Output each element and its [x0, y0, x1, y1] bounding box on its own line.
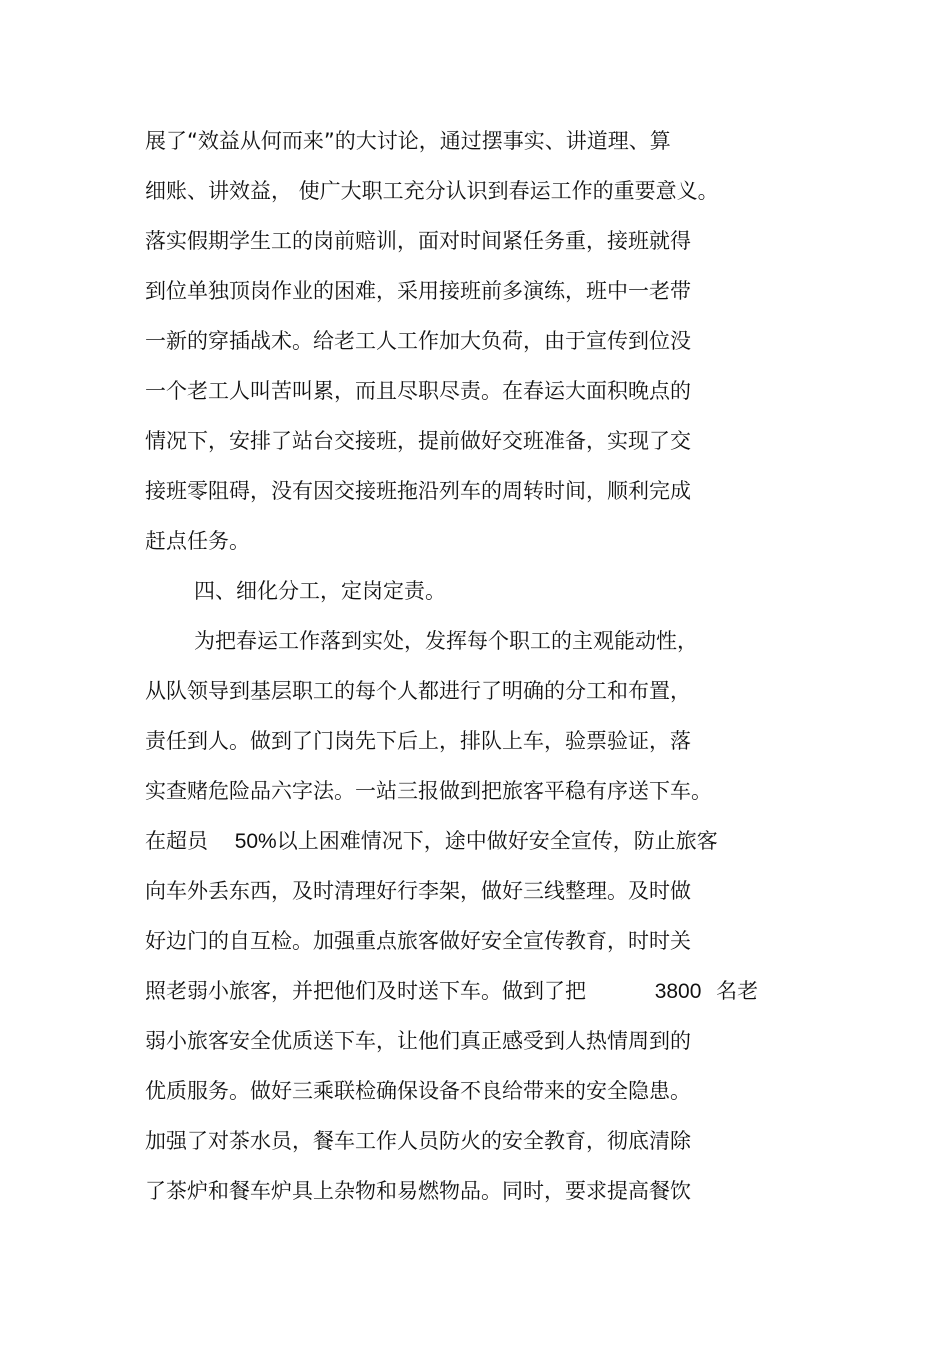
paragraph-line: 情况下，安排了站台交接班，提前做好交班准备，实现了交: [145, 429, 691, 453]
paragraph-line: 责任到人。做到了门岗先下后上，排队上车，验票验证，落: [145, 729, 691, 753]
count-value: 3800: [654, 980, 702, 1003]
paragraph-line: 接班零阻碍，没有因交接班拖沿列车的周转时间，顺利完成: [145, 479, 691, 503]
paragraph-line: 优质服务。做好三乘联检确保设备不良给带来的安全隐患。: [145, 1079, 691, 1103]
paragraph-line: 细账、讲效益， 使广大职工充分认识到春运工作的重要意义。: [145, 179, 719, 203]
paragraph-line: 弱小旅客安全优质送下车，让他们真正感受到人热情周到的: [145, 1029, 691, 1053]
paragraph-line: 展了“效益从何而来”的大讨论，通过摆事实、讲道理、算: [145, 129, 671, 153]
line-text: 以上困难情况下，途中做好安全宣传，防止旅客: [276, 829, 718, 853]
paragraph-line: 到位单独顶岗作业的困难，采用接班前多演练，班中一老带: [145, 279, 691, 303]
line-text: 照老弱小旅客，并把他们及时送下车。做到了把: [145, 979, 586, 1003]
paragraph-line: 从队领导到基层职工的每个人都进行了明确的分工和布置，: [145, 679, 691, 703]
paragraph-line: 了茶炉和餐车炉具上杂物和易燃物品。同时，要求提高餐饮: [145, 1179, 691, 1203]
paragraph-line: [145, 826, 718, 856]
line-text: 在超员: [145, 829, 208, 853]
percentage-value: 50%: [234, 830, 277, 853]
paragraph-line: 一个老工人叫苦叫累，而且尽职尽责。在春运大面积晚点的: [145, 379, 691, 403]
paragraph-line: 落实假期学生工的岗前赔训，面对时间紧任务重，接班就得: [145, 229, 691, 253]
paragraph-line: 向车外丢东西，及时清理好行李架，做好三线整理。及时做: [145, 879, 691, 903]
paragraph-line: 加强了对茶水员，餐车工作人员防火的安全教育，彻底清除: [145, 1129, 691, 1153]
line-text: 名老: [716, 979, 759, 1003]
section-heading: 四、细化分工，定岗定责。: [194, 579, 446, 603]
paragraph-line: 赶点任务。: [145, 529, 250, 553]
paragraph-line: 为把春运工作落到实处，发挥每个职工的主观能动性，: [194, 629, 698, 653]
paragraph-line: [145, 976, 758, 1006]
paragraph-line: 好边门的自互检。加强重点旅客做好安全宣传教育，时时关: [145, 929, 691, 953]
paragraph-line: 实查赌危险品六字法。一站三报做到把旅客平稳有序送下车。: [145, 779, 712, 803]
paragraph-line: 一新的穿插战术。给老工人工作加大负荷，由于宣传到位没: [145, 329, 691, 353]
